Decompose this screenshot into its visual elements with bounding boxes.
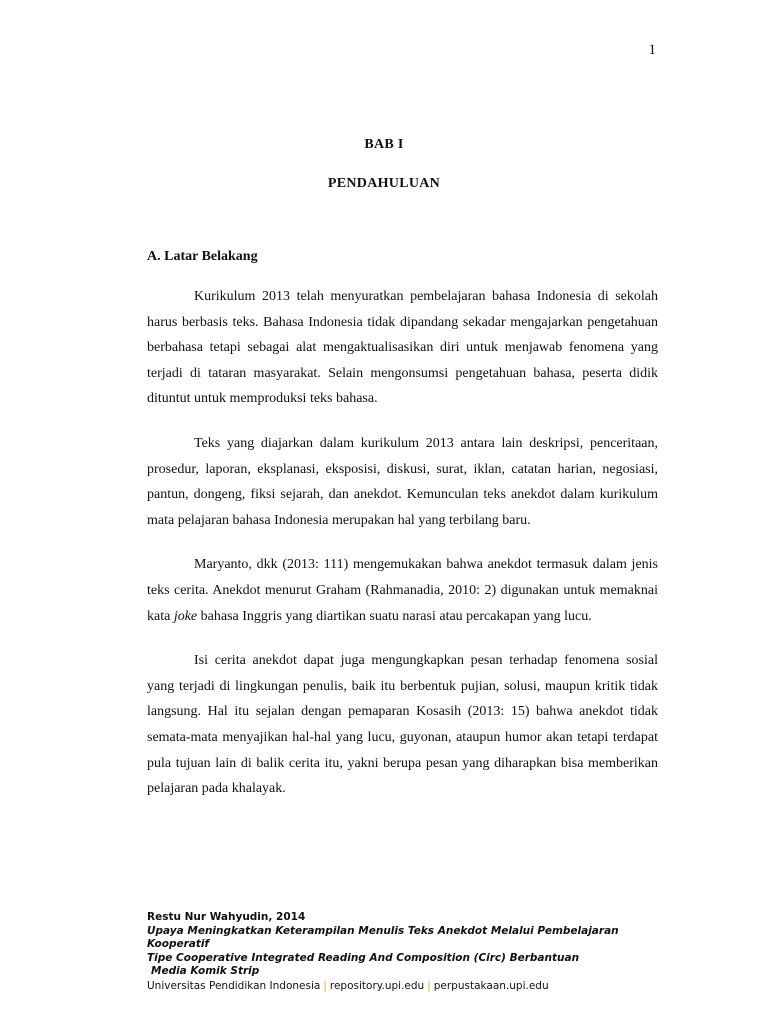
footer-separator: |	[427, 979, 431, 992]
paragraph-isi-cerita: Isi cerita anekdot dapat juga mengungkapkan pesan terhadap fenomena sosial yang terjadi di lingkungan penulis, baik itu berbentuk pujian, solusi, maupun kritik tidak langsung. Hal itu sejalan dengan pemaparan Kosasih (2013: 15) bahwa anekdot tidak semata-mata menyajikan hal-hal yang lucu, guyonan, ataupun humor akan tetapi terdapat pula tujuan lain di balik cerita itu, yakni berupa pesan yang diharapkan bisa memberikan pelajaran pada khalayak.	[147, 653, 658, 797]
footer-library-link[interactable]: perpustakaan.upi.edu	[433, 979, 549, 992]
paragraph-kurikulum: Kurikulum 2013 telah menyuratkan pembelajaran bahasa Indonesia di sekolah harus berbasis teks. Bahasa Indonesia tidak dipandang sekadar mengajarkan pengetahuan berbahasa tetapi sebagai alat mengaktualisasikan diri untuk menjawab fenomena yang terjadi di tataran masyarakat. Selain mengonsumsi pengetahuan bahasa, peserta didik dituntut untuk memproduksi teks bahasa.	[147, 289, 658, 407]
body-text	[147, 284, 658, 821]
paragraph-maryanto	[147, 552, 658, 629]
italic-term-joke: joke	[173, 608, 198, 624]
footer-links	[147, 980, 667, 994]
chapter-number: BAB I	[364, 137, 404, 152]
footer-separator: |	[323, 979, 327, 992]
page-number: 1	[648, 42, 656, 58]
footer-title-line-3: Media Komik Strip	[151, 965, 260, 977]
footer-author: Restu Nur Wahyudin, 2014	[147, 911, 306, 923]
paragraph-maryanto-text-end: bahasa Inggris yang diartikan suatu narasi atau percakapan yang lucu.	[197, 608, 592, 624]
footer-repository-link[interactable]: repository.upi.edu	[329, 979, 425, 992]
footer-title-line-2: Tipe Cooperative Integrated Reading And Composition (Circ) Berbantuan	[147, 951, 580, 964]
page-footer	[147, 911, 667, 993]
chapter-title: PENDAHULUAN	[327, 176, 441, 191]
section-heading: A. Latar Belakang	[147, 249, 258, 264]
paragraph-maryanto-text-start: Maryanto, dkk (2013: 111) mengemukakan bahwa anekdot termasuk dalam jenis teks cerita. Anekdot menurut Graham (Rahmanadia, 2010: 2) digunakan untuk memaknai kata	[147, 557, 658, 624]
footer-title-line-1: Upaya Meningkatkan Keterampilan Menulis Teks Anekdot Melalui Pembelajaran Kooperatif	[147, 924, 619, 950]
paragraph-teks-diajarkan: Teks yang diajarkan dalam kurikulum 2013 antara lain deskripsi, penceritaan, prosedur, laporan, eksplanasi, eksposisi, diskusi, surat, iklan, catatan harian, negosiasi, pantun, dongeng, fiksi sejarah, dan anekdot. Kemunculan teks anekdot dalam kurikulum mata pelajaran bahasa Indonesia merupakan hal yang terbilang baru.	[147, 435, 658, 528]
footer-institution: Universitas Pendidikan Indonesia	[147, 979, 321, 992]
